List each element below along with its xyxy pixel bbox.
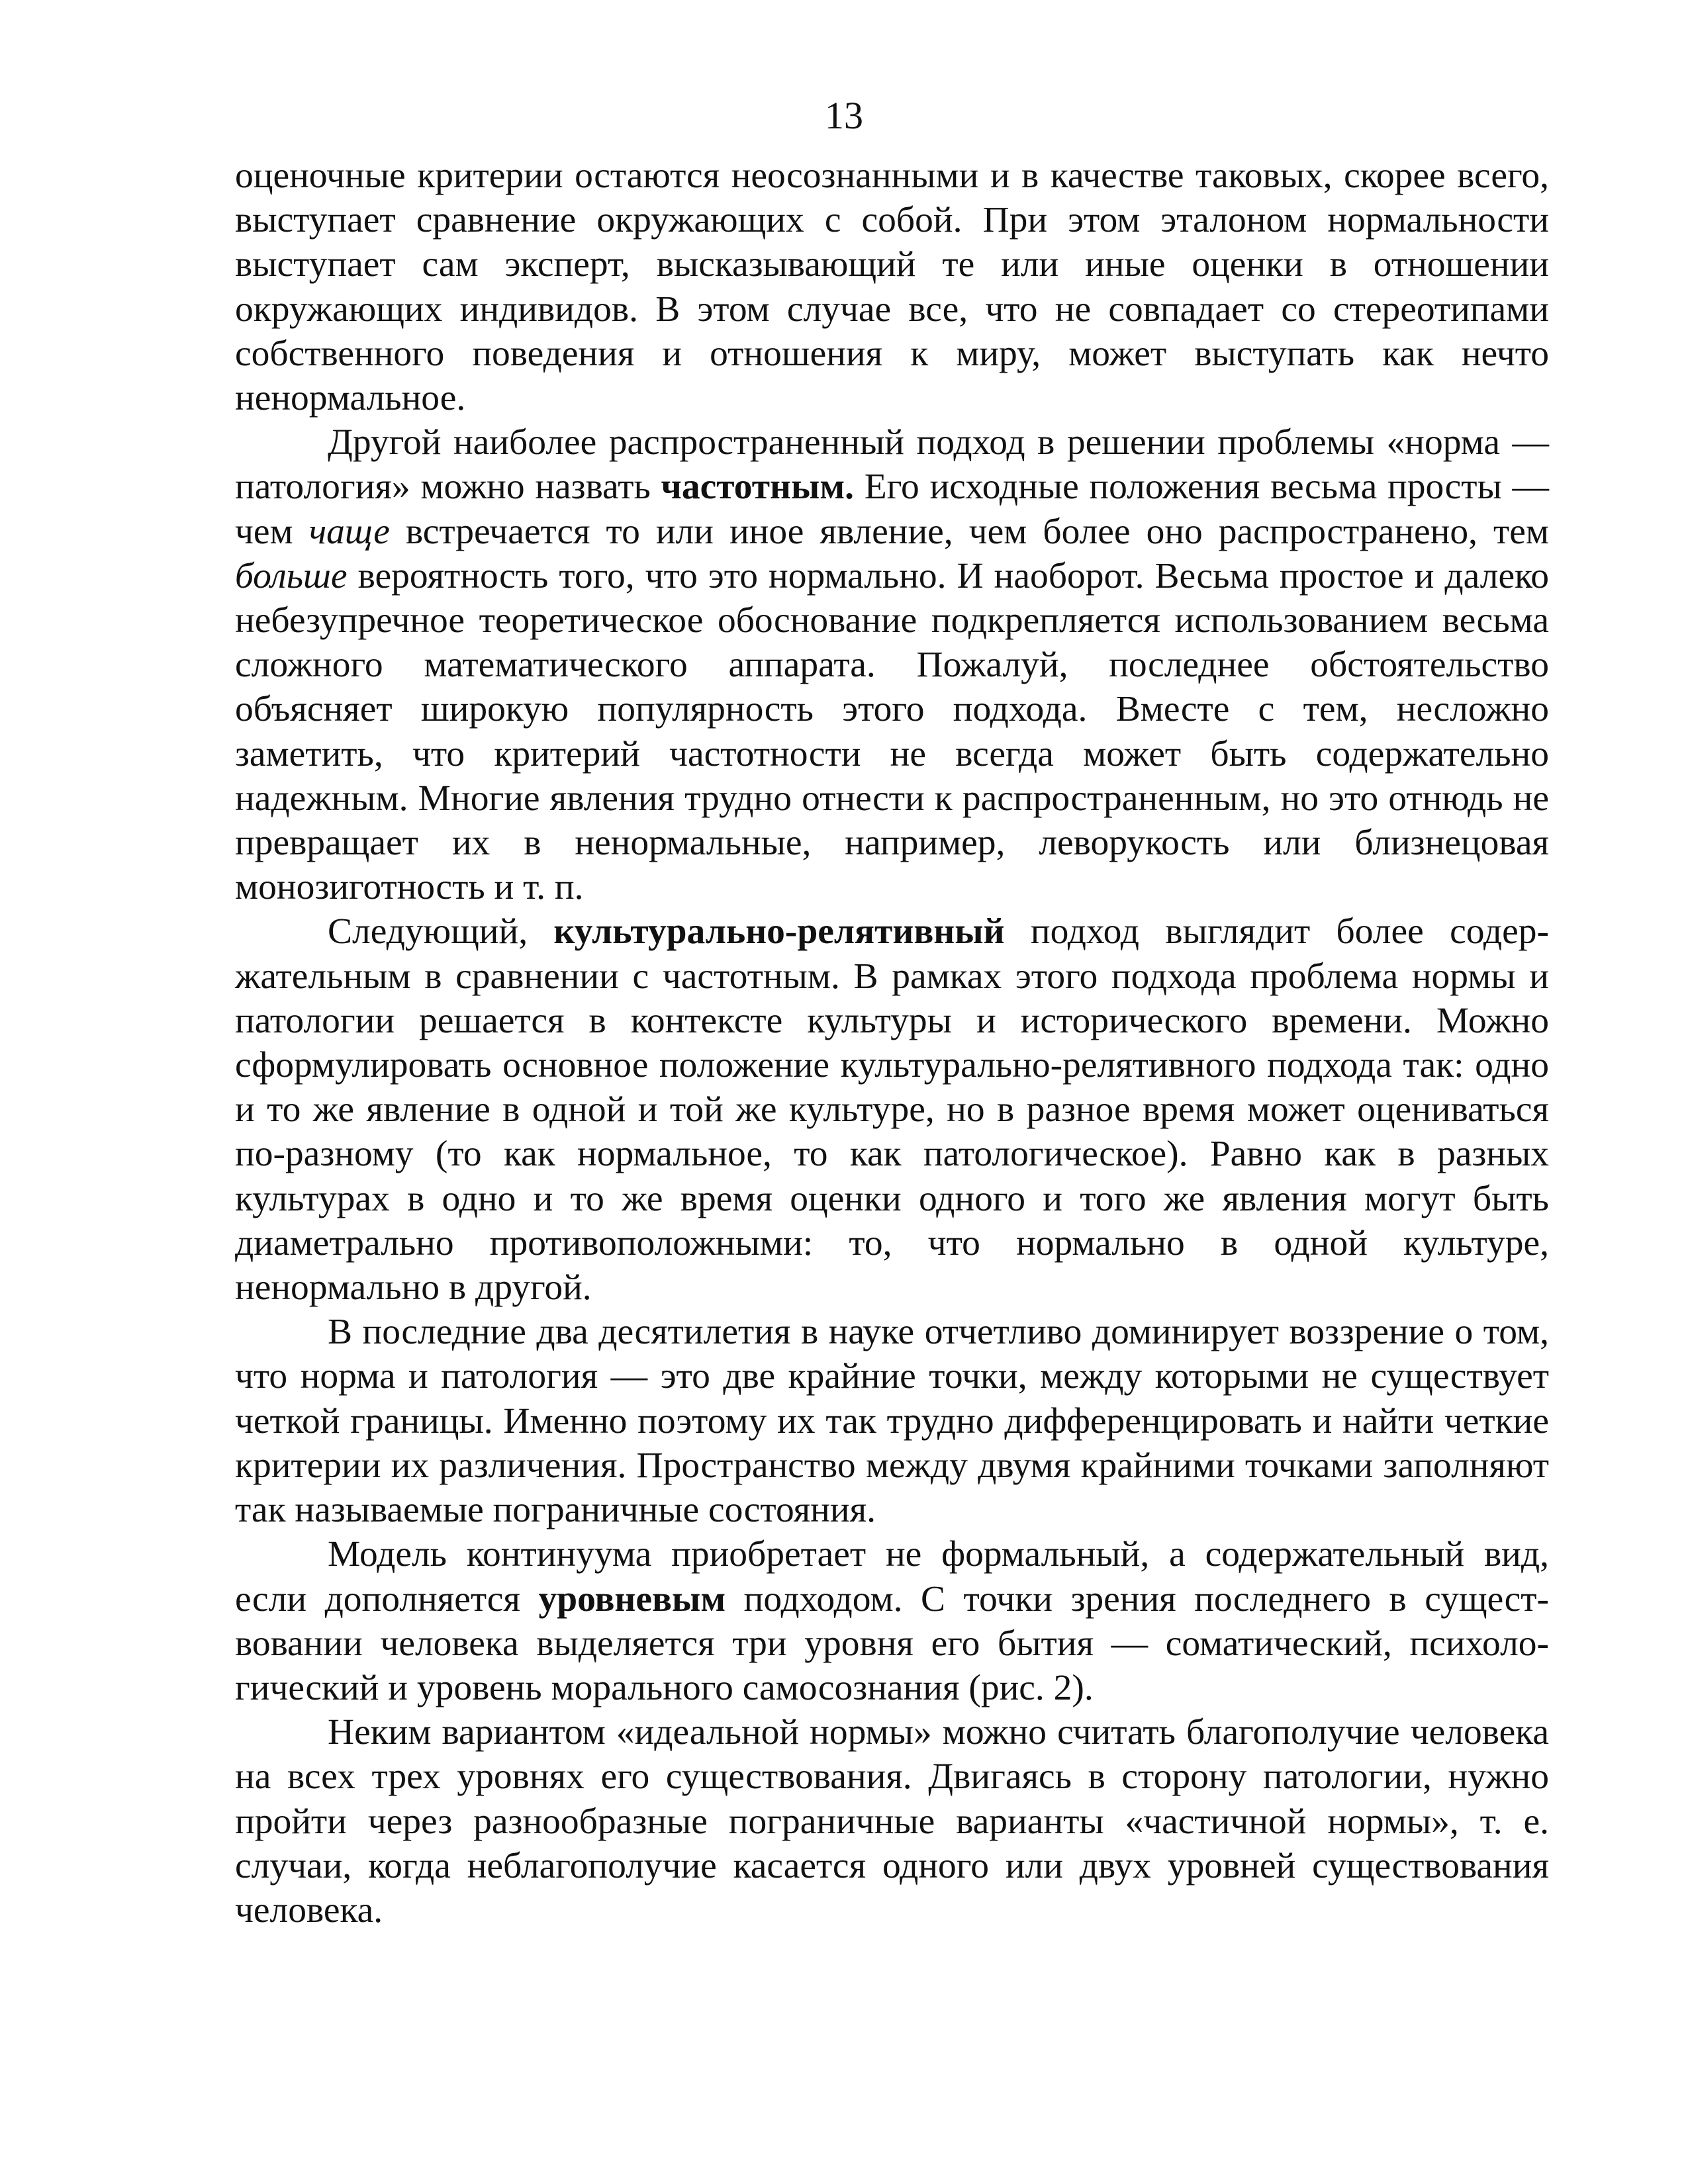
paragraph-3-text-a: Следующий, (328, 911, 554, 952)
paragraph-2-text-a: Другой наиболее распространенный подход в решении проблемы «норма — патология» можно назвать (235, 422, 1549, 508)
paragraph-2-text-g: вероятность того, что это нормально. И наоборот. Весьма простое и далеко небезупречное теоретическое обоснование подкрепляется использованием весьма сложного математического аппарата. Пожалуй, последнее обстоятельство объясняет широкую популярность этого подхода. Вместе с тем, несложно заметить, что критерий частотности не всегда может быть содержательно надежным. Многие явления трудно отнести к распространенным, но это отнюдь не превращает их в ненормальные, например, леворукость или близнецовая монозиготность и т. п. (235, 555, 1549, 908)
term-level-approach: уровневым (538, 1578, 726, 1619)
paragraph-4-text: В последние два десятилетия в науке отчетливо доминирует воззрение о том, что норма и патология — это две крайние точки, между которыми не существует четкой границы. Именно поэтому их так трудно дифференцировать и найти четкие критерии их различения. Пространство между двумя крайними точками заполняют так называемые пограничные состояния. (235, 1312, 1549, 1531)
term-frequency-approach: частотным. (661, 467, 855, 508)
paragraph-2 (235, 420, 1549, 909)
term-cultural-relative-approach: культурально-релятивный (553, 911, 1005, 952)
text-body (235, 154, 1549, 1933)
paragraph-1 (235, 154, 1549, 420)
paragraph-6 (235, 1710, 1549, 1933)
paragraph-4 (235, 1310, 1549, 1532)
emphasis-more-often: чаще (308, 511, 390, 552)
paragraph-5-text-c: подходом. С точки зрения последнего в существовании человека выделяется три уровня его бытия — соматический, психологический и уровень морального самосознания (рис. 2). (235, 1578, 1549, 1708)
paragraph-2-text-c: Его исходные положения весьма просты — чем (235, 467, 1549, 552)
emphasis-greater: больше (235, 555, 348, 596)
paragraph-5-text-a: Модель континуума приобретает не формальный, а содержательный вид, если дополняется (235, 1534, 1549, 1619)
paragraph-6-text: Неким вариантом «идеальной нормы» можно считать благополучие человека на всех трех уровнях его существования. Двигаясь в сторону патологии, нужно пройти через разнообразные пограничные варианты «частичной нормы», т. е. случаи, когда неблагополучие касается одного или двух уровней существования человека. (235, 1712, 1549, 1931)
paragraph-1-text: оценочные критерии остаются неосознанными и в качестве таковых, скорее всего, выступает сравнение окружающих с собой. При этом эталоном нормальности выступает сам эксперт, высказывающий те или иные оценки в отношении окружающих индивидов. В этом случае все, что не совпадает со стереотипами собственного поведения и отношения к миру, может выступать как нечто ненормальное. (235, 156, 1549, 419)
paragraph-5 (235, 1532, 1549, 1710)
paragraph-2-text-e: встречается то или иное явление, чем более оно распространено, тем (389, 511, 1550, 552)
paragraph-3-text-c: подход выглядит более содержательным в сравнении с частотным. В рамках этого подхода проблема нормы и патологии решается в контексте культуры и исторического времени. Можно сформулировать основное положение культурально-релятивного подхода так: одно и то же явление в одной и той же культуре, но в разное время может оцениваться по-разному (то как нормальное, то как патологическое). Равно как в разных культурах в одно и то же время оценки одного и того же явления могут быть диаметрально противоположными: то, что нормально в одной культуре, ненормально в другой. (235, 911, 1549, 1308)
paragraph-3 (235, 909, 1549, 1310)
page-number: 13 (825, 94, 863, 137)
